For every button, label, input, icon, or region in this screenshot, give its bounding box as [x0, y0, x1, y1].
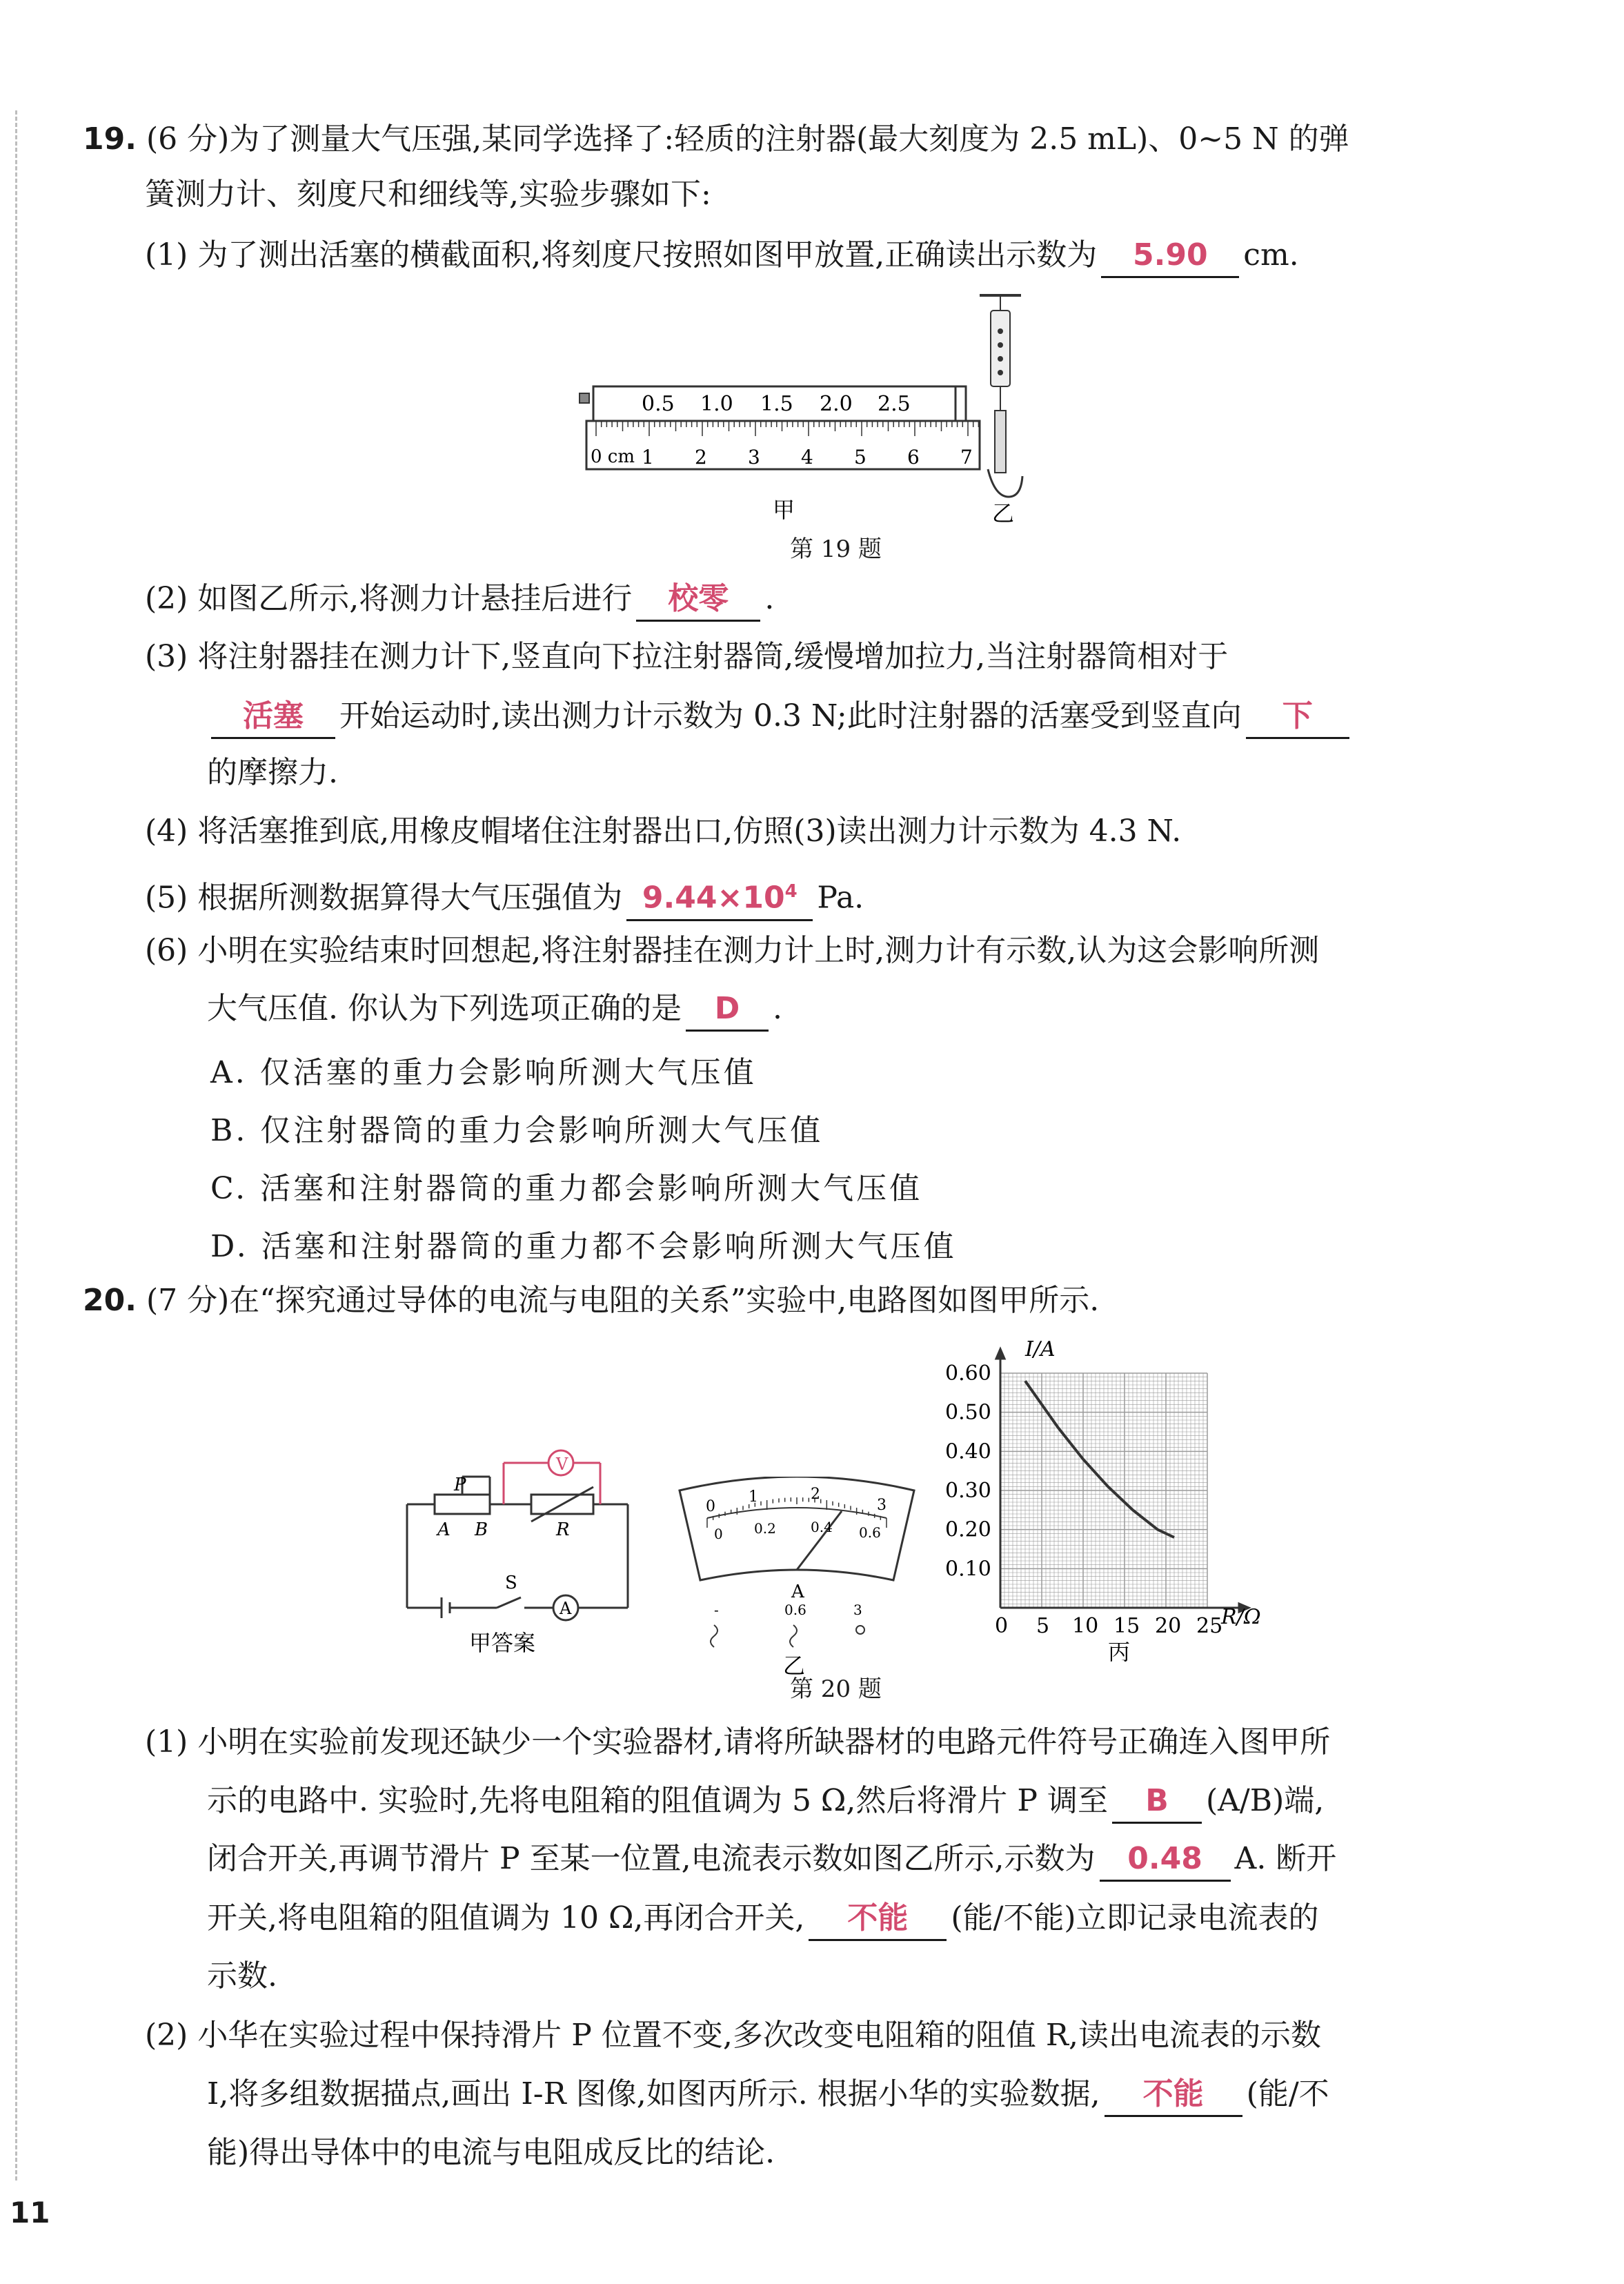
chart-y-tick-label: 0.40 [945, 1439, 991, 1464]
q20-ir-chart [945, 1335, 1276, 1666]
q19-option-d: D. 活塞和注射器筒的重力都不会影响所测大气压值 [210, 1229, 957, 1264]
circuit-label-b: B [475, 1519, 488, 1540]
q19-part2-end: . [764, 581, 775, 616]
fig20-label-yi: 乙 [783, 1653, 806, 1677]
fig20-label-bing: 丙 [1108, 1639, 1131, 1665]
terminal-neg: - [714, 1602, 719, 1618]
q19-part5-text: (5) 根据所测数据算得大气压强值为 [145, 880, 623, 916]
q20-part2-answer: 不能 [1105, 2074, 1242, 2117]
meter-bottom-1: 0.2 [754, 1520, 776, 1537]
terminal-0-6: 0.6 [784, 1602, 806, 1618]
chart-ylabel: I/A [1025, 1337, 1056, 1361]
q19-part5-unit: Pa. [817, 880, 864, 916]
q20-part1-line4-end: (能/不能)立即记录电流表的 [951, 1900, 1319, 1936]
q19-part1-answer: 5.90 [1101, 235, 1239, 278]
q20-stem-text: (7 分)在“探究通过导体的电流与电阻的关系”实验中,电路图如图甲所示. [146, 1283, 1100, 1318]
meter-unit: A [791, 1582, 804, 1602]
page-number: 11 [10, 2196, 50, 2229]
q19-part3-line1: (3) 将注射器挂在测力计下,竖直向下拉注射器筒,缓慢增加拉力,当注射器筒相对于 [145, 639, 1229, 674]
q20-stem [83, 1280, 1099, 1321]
q20-part2-line3: 能)得出导体中的电流与电阻成反比的结论. [207, 2135, 775, 2170]
q19-stem-text1: (6 分)为了测量大气压强,某同学选择了:轻质的注射器(最大刻度为 2.5 mL)、0~5 N 的弹 [146, 121, 1349, 157]
spring-scale-diagram [980, 295, 1022, 526]
q20-part2-line2-end: (能/不 [1246, 2076, 1329, 2111]
q19-part3-line2 [207, 696, 1354, 739]
q20-part1-line4-text: 开关,将电阻箱的阻值调为 10 Ω,再闭合开关, [207, 1900, 805, 1936]
q19-part5 [145, 871, 864, 921]
q19-stem-line2: 簧测力计、刻度尺和细线等,实验步骤如下: [145, 177, 711, 212]
chart-y-tick-label: 0.50 [945, 1400, 991, 1425]
q19-part3-mid: 开始运动时,读出测力计示数为 0.3 N;此时注射器的活塞受到竖直向 [339, 698, 1242, 734]
ruler-tick-1: 1 [642, 446, 654, 469]
syringe-scale-2: 1.5 [760, 392, 793, 416]
q19-part4: (4) 将活塞推到底,用橡皮帽堵住注射器出口,仿照(3)读出测力计示数为 4.3 N. [145, 814, 1182, 849]
syringe-scale-4: 2.5 [878, 392, 911, 416]
q20-part1-answer3: 不能 [809, 1898, 947, 1941]
q19-part1 [145, 235, 1299, 278]
ammeter-label: A [560, 1599, 572, 1618]
q19-part6-answer: D [686, 988, 769, 1032]
q19-part5-answer [626, 871, 813, 921]
q19-number: 19. [83, 121, 137, 157]
q20-part1-line4 [207, 1898, 1319, 1941]
q19-part2-text: (2) 如图乙所示,将测力计悬挂后进行 [145, 581, 633, 616]
terminal-3: 3 [853, 1602, 862, 1618]
q20-part2-line2-text: I,将多组数据描点,画出 I-R 图像,如图丙所示. 根据小华的实验数据, [207, 2076, 1100, 2111]
q20-ammeter-diagram [673, 1477, 921, 1677]
chart-y-tick-label: 0.30 [945, 1479, 991, 1503]
q20-part1-answer2: 0.48 [1100, 1838, 1231, 1882]
q19-part2-answer: 校零 [636, 578, 760, 622]
meter-bottom-3: 0.6 [859, 1524, 881, 1541]
ruler-tick-5: 5 [854, 446, 867, 469]
q19-part5-answer-exponent: 4 [784, 881, 798, 902]
chart-x-tick-label: 0 [995, 1614, 1009, 1638]
ruler-tick-2: 2 [695, 446, 707, 469]
q20-part1-line5: 示数. [207, 1958, 277, 1993]
q19-part1-text: (1) 为了测出活塞的横截面积,将刻度尺按照如图甲放置,正确读出示数为 [145, 237, 1098, 273]
chart-y-tick-label: 0.20 [945, 1517, 991, 1542]
q20-part1-line3 [207, 1838, 1336, 1882]
chart-xlabel: R/Ω [1221, 1605, 1261, 1629]
ruler-diagram [586, 421, 980, 469]
q20-part1-answer1: B [1112, 1780, 1202, 1824]
q19-part6-line1: (6) 小明在实验结束时回想起,将注射器挂在测力计上时,测力计有示数,认为这会影响所测 [145, 933, 1320, 968]
q20-part1-line2-end: (A/B)端, [1205, 1783, 1325, 1818]
q19-option-c: C. 活塞和注射器筒的重力都会影响所测大气压值 [210, 1171, 923, 1206]
chart-x-tick-label: 5 [1036, 1614, 1050, 1638]
q20-part1-line3-text: 闭合开关,再调节滑片 P 至某一位置,电流表示数如图乙所示,示数为 [207, 1841, 1096, 1876]
ruler-tick-4: 4 [801, 446, 813, 469]
meter-bottom-2: 0.4 [811, 1519, 833, 1535]
fig19-label-yi: 乙 [992, 500, 1015, 526]
chart-y-tick-label: 0.60 [945, 1361, 991, 1386]
fig20-caption: 第 20 题 [790, 1675, 882, 1703]
chart-x-tick-label: 20 [1155, 1614, 1182, 1638]
binding-margin-line [15, 110, 17, 2180]
fig20-label-jia: 甲答案 [469, 1630, 536, 1656]
chart-x-tick-label: 10 [1072, 1614, 1099, 1638]
q19-part1-unit: cm. [1243, 237, 1299, 273]
meter-top-3: 3 [877, 1497, 887, 1514]
q20-number: 20. [83, 1283, 137, 1318]
q19-option-b: B. 仅注射器筒的重力会影响所测大气压值 [210, 1113, 824, 1148]
q19-stem-line1 [83, 119, 1349, 160]
ruler-tick-6: 6 [907, 446, 920, 469]
circuit-label-p: P [454, 1475, 466, 1495]
meter-top-0: 0 [706, 1498, 715, 1515]
chart-y-tick-label: 0.10 [945, 1557, 991, 1582]
chart-x-tick-label: 25 [1196, 1614, 1223, 1638]
q19-part3-line3: 的摩擦力. [207, 755, 338, 790]
q19-part5-answer-base: 9.44×10 [642, 880, 785, 916]
ruler-zero-label: 0 cm [591, 446, 635, 467]
circuit-label-a: A [437, 1519, 450, 1540]
circuit-label-r: R [556, 1519, 570, 1540]
syringe-scale-0: 0.5 [642, 392, 675, 416]
q19-part6-line2 [207, 988, 782, 1032]
ruler-tick-3: 3 [748, 446, 760, 469]
syringe-scale-3: 2.0 [820, 392, 853, 416]
meter-top-2: 2 [811, 1486, 820, 1503]
meter-bottom-0: 0 [714, 1526, 723, 1542]
q19-part2 [145, 578, 774, 622]
q19-part3-answer2: 下 [1246, 696, 1349, 739]
fig19-label-jia: 甲 [773, 497, 795, 523]
fig19-caption: 第 19 题 [790, 535, 882, 563]
q19-figure [566, 290, 1049, 538]
chart-y-arrow [996, 1349, 1004, 1359]
q20-part1-line2 [207, 1780, 1324, 1824]
meter-top-1: 1 [749, 1488, 758, 1506]
voltmeter-label: V [556, 1455, 568, 1474]
q20-part1-line3-end: A. 断开 [1234, 1841, 1337, 1876]
syringe-scale-1: 1.0 [700, 392, 733, 416]
chart-x-tick-label: 15 [1113, 1614, 1140, 1638]
q20-part1-line1: (1) 小明在实验前发现还缺少一个实验器材,请将所缺器材的电路元件符号正确连入图甲所 [145, 1724, 1331, 1760]
circuit-label-s: S [505, 1573, 517, 1593]
q19-part6-end: . [772, 991, 782, 1026]
q20-circuit-diagram [393, 1428, 642, 1656]
q20-part1-line2-text: 示的电路中. 实验时,先将电阻箱的阻值调为 5 Ω,然后将滑片 P 调至 [207, 1783, 1108, 1818]
q20-part2-line2 [207, 2074, 1329, 2117]
q20-part2-line1: (2) 小华在实验过程中保持滑片 P 位置不变,多次改变电阻箱的阻值 R,读出电流表的示数 [145, 2018, 1321, 2053]
ruler-tick-7: 7 [960, 446, 973, 469]
q19-part6-text: 大气压值. 你认为下列选项正确的是 [207, 991, 682, 1026]
q19-option-a: A. 仅活塞的重力会影响所测大气压值 [210, 1055, 757, 1090]
q19-part3-answer1: 活塞 [211, 696, 335, 739]
